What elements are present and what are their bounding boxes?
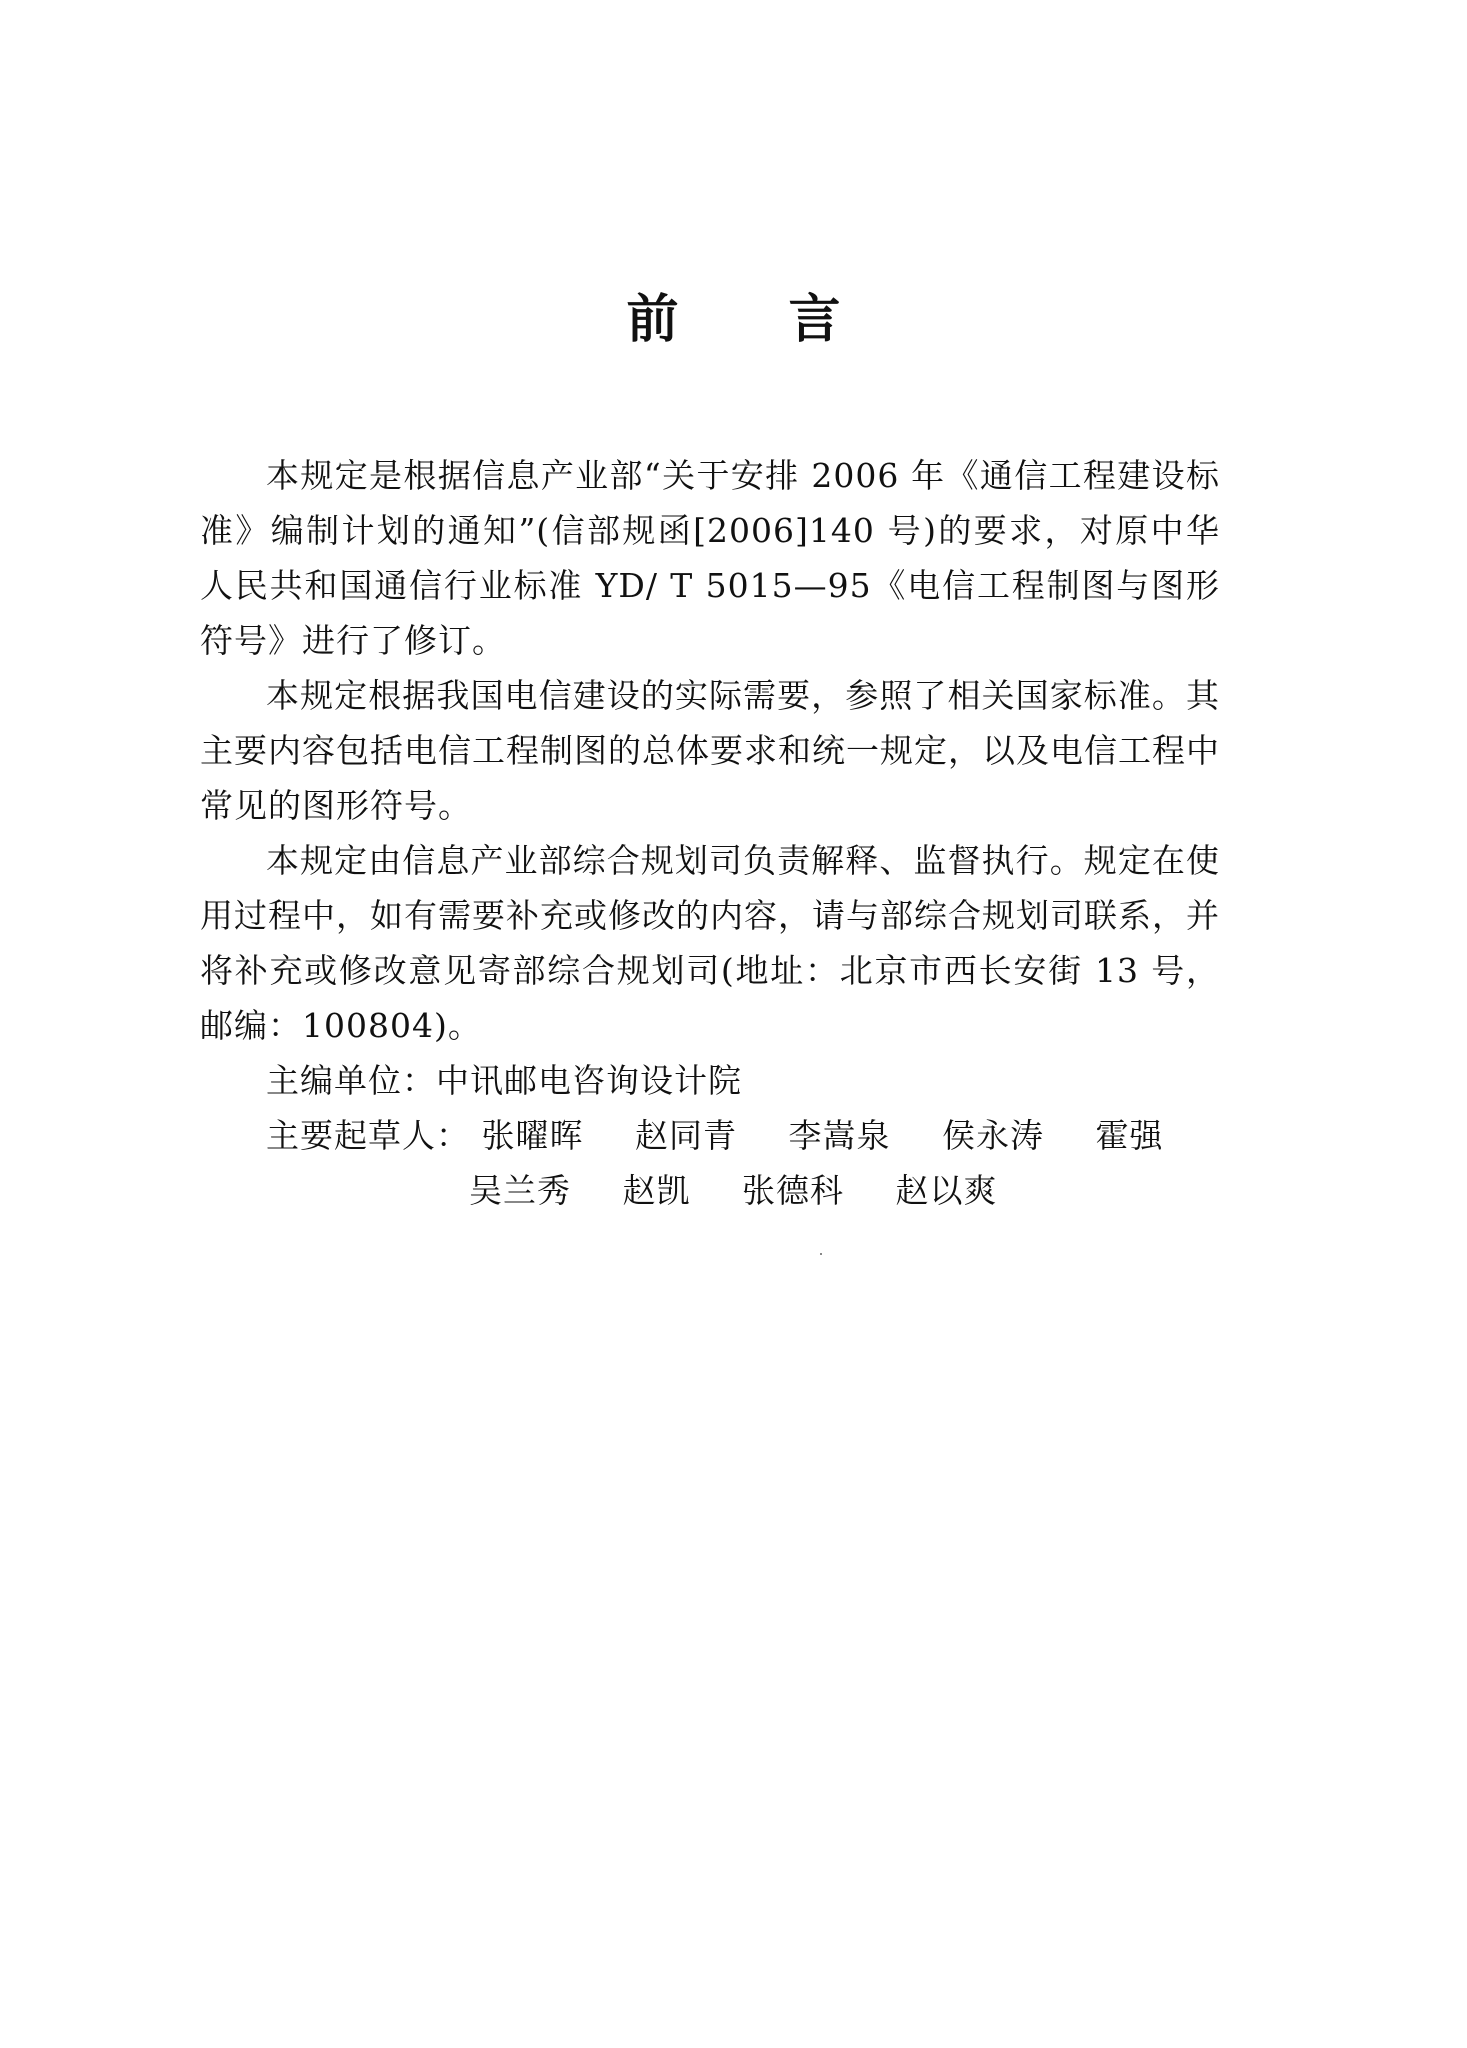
paragraph-2: 本规定根据我国电信建设的实际需要，参照了相关国家标准。其主要内容包括电信工程制图的总体要求和统一规定，以及电信工程中常见的图形符号。: [200, 676, 1220, 825]
drafter-name: 赵同青: [635, 1116, 737, 1155]
drafters-block: [200, 1108, 1220, 1218]
drafter-name: 霍强: [1095, 1116, 1164, 1155]
preface-body: [200, 448, 1220, 1218]
title-char-1: 前: [626, 290, 679, 350]
chief-editor-unit: 主编单位：中讯邮电咨询设计院: [266, 1061, 742, 1100]
drafters-label: 主要起草人：: [266, 1116, 470, 1155]
drafter-name: 赵以爽: [895, 1171, 998, 1210]
drafter-name: 吴兰秀: [469, 1171, 571, 1210]
title-char-2: 言: [788, 290, 841, 350]
paragraph-1: 本规定是根据信息产业部“关于安排 2006 年《通信工程建设标准》编制计划的通知”(信部规函[2006]140 号)的要求，对原中华人民共和国通信行业标准 YD/ T 5015—95《电信工程制图与图形符号》进行了修订。: [200, 456, 1220, 660]
drafters-row-2: [266, 1163, 1220, 1218]
scan-speck: [820, 1253, 822, 1255]
drafter-name: 李嵩泉: [788, 1116, 891, 1155]
page-title: [0, 290, 1467, 350]
paragraph-3: 本规定由信息产业部综合规划司负责解释、监督执行。规定在使用过程中，如有需要补充或修改的内容，请与部综合规划司联系，并将补充或修改意见寄部综合规划司(地址：北京市西长安街 13 号，邮编：100804)。: [200, 841, 1220, 1045]
drafter-name: 赵凯: [622, 1171, 691, 1210]
drafter-name: 侯永涛: [942, 1116, 1044, 1155]
drafter-name: 张曜晖: [481, 1116, 584, 1155]
drafter-name: 张德科: [742, 1171, 844, 1210]
